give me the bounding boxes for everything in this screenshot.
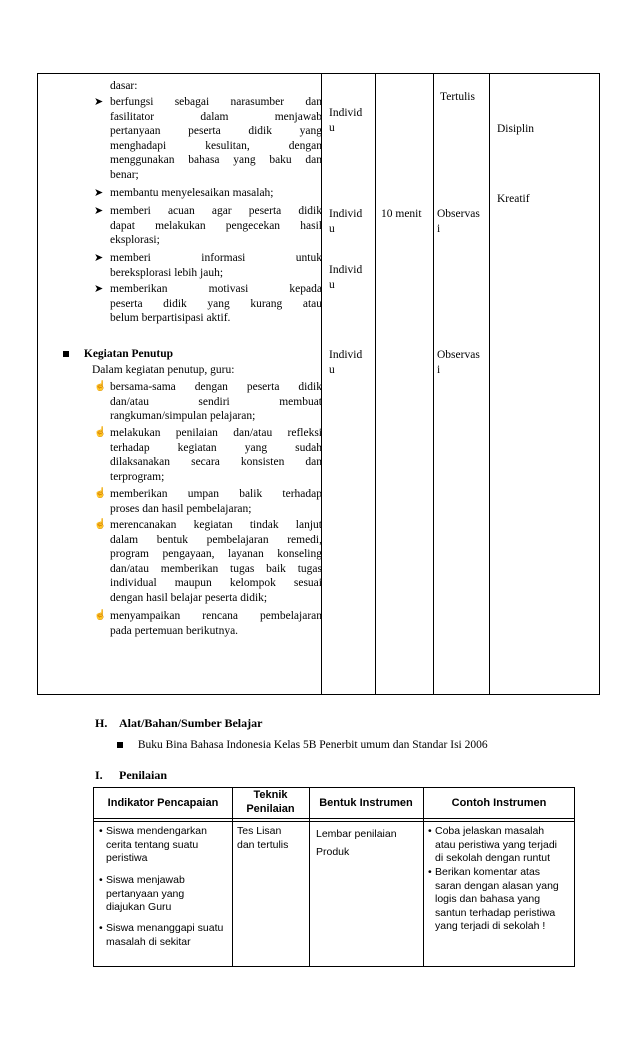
column-divider — [489, 74, 490, 694]
closing-heading-text: Kegiatan Penutup — [83, 348, 174, 360]
arrow-list-item — [94, 186, 322, 201]
cell-line: Produk — [316, 846, 350, 858]
arrow-bullet-icon: ➤ — [94, 96, 104, 108]
assessment-text: i — [437, 222, 441, 235]
section-title: Alat/Bahan/Sumber Belajar — [119, 716, 263, 730]
list-item-line: bersama-sama dengan peserta didik — [110, 381, 322, 393]
list-item-line: eksplorasi; — [110, 234, 160, 246]
header-divider — [94, 818, 574, 819]
contoh-item — [428, 825, 557, 866]
duration-label: 10 menit — [381, 208, 422, 220]
square-bullet-icon — [117, 742, 123, 748]
header-teknik-line: Penilaian — [246, 802, 295, 815]
cell-line: Berikan komentar atas — [435, 866, 541, 878]
square-bullet-icon — [63, 351, 69, 357]
grouping-text: Individ — [329, 264, 363, 276]
list-item-line: terhadap kegiatan yang sudah — [110, 441, 322, 454]
hand-list-item — [94, 426, 322, 484]
assessment-text: Observas — [437, 208, 480, 220]
cell-line: Tes Lisan — [237, 825, 282, 837]
list-item-line: individual maupun kelompok sesuai — [110, 577, 322, 589]
cell-line: peristiwa — [106, 852, 148, 864]
grouping-text: Individ — [329, 208, 363, 220]
list-item-line: dalam bentuk pembelajaran remedi, — [110, 533, 322, 546]
list-item-line: peserta didik yang kurang atau — [110, 297, 322, 310]
indikator-item — [99, 922, 224, 949]
hand-list-item — [94, 518, 322, 605]
list-item-line: belum berpartisipasi aktif. — [110, 312, 231, 324]
section-h-item-text: Buku Bina Bahasa Indonesia Kelas 5B Penerbit umum dan Standar Isi 2006 — [137, 739, 488, 751]
hand-pointer-icon: ☝ — [94, 610, 107, 621]
bentuk-cell — [316, 825, 397, 861]
list-item-line: terprogram; — [110, 470, 165, 483]
hand-pointer-icon: ☝ — [94, 519, 107, 530]
header-teknik — [232, 789, 309, 816]
assessment-table — [93, 787, 575, 967]
hand-list-item — [94, 487, 322, 516]
section-h-heading — [95, 716, 262, 731]
grouping-text: u — [329, 363, 335, 376]
arrow-list-item — [94, 95, 322, 182]
list-item-line: memberikan motivasi kepada — [110, 283, 322, 295]
list-item-line: dilaksanakan secara konsisten dan — [110, 456, 322, 468]
bullet-dot-icon: • — [99, 825, 103, 837]
cell-line: di sekolah dengan runtut — [435, 852, 551, 864]
list-item-line: melakukan penilaian dan/atau refleksi — [110, 427, 322, 439]
intro-text: dasar: — [110, 80, 138, 92]
assessment-text: i — [437, 363, 441, 376]
cell-line: Coba jelaskan masalah — [435, 825, 545, 837]
bullet-dot-icon: • — [428, 825, 432, 837]
assessment-label — [437, 207, 480, 236]
grouping-label — [329, 207, 362, 236]
contoh-item — [428, 866, 559, 934]
list-item-line: memberi acuan agar peserta didik — [110, 205, 322, 217]
bullet-dot-icon: • — [99, 922, 103, 934]
character-value-label: Kreatif — [497, 193, 530, 205]
grouping-text: u — [329, 121, 335, 134]
list-item-line: menyampaikan rencana pembelajaran — [110, 610, 322, 622]
activity-table — [37, 73, 600, 695]
cell-line: dan tertulis — [237, 838, 289, 851]
arrow-bullet-icon: ➤ — [94, 283, 104, 295]
bullet-dot-icon: • — [99, 874, 103, 886]
list-item-line: dapat melakukan pengecekan hasil — [110, 219, 322, 232]
closing-intro: Dalam kegiatan penutup, guru: — [92, 364, 235, 376]
list-item-line: pada pertemuan berikutnya. — [110, 624, 239, 637]
hand-list-item — [94, 609, 322, 638]
arrow-bullet-icon: ➤ — [94, 187, 104, 199]
header-contoh: Contoh Instrumen — [451, 797, 547, 809]
cell-line: diajukan Guru — [106, 901, 172, 913]
list-item-line: bereksplorasi lebih jauh; — [110, 266, 224, 279]
section-title: Penilaian — [119, 768, 168, 782]
cell-line: Lembar penilaian — [316, 828, 397, 840]
list-item-line: dengan hasil belajar peserta didik; — [110, 591, 268, 604]
column-divider — [309, 788, 310, 966]
header-divider — [94, 821, 574, 822]
list-item-line: fasilitator dalam menjawab — [110, 110, 322, 123]
bullet-dot-icon: • — [428, 866, 432, 878]
header-bentuk: Bentuk Instrumen — [319, 797, 413, 809]
cell-line: yang terjadi di sekolah ! — [435, 920, 546, 932]
list-item-line: memberi informasi untuk — [110, 252, 322, 264]
list-item-line: memberikan umpan balik terhadap — [110, 488, 322, 500]
cell-line: cerita tentang suatu — [106, 838, 199, 851]
list-item-line: dan/atau memberikan tugas baik tugas — [110, 562, 322, 575]
column-divider — [375, 74, 376, 694]
assessment-text: Observas — [437, 349, 480, 361]
arrow-bullet-icon: ➤ — [94, 252, 104, 264]
hand-pointer-icon: ☝ — [94, 488, 107, 499]
grouping-label — [329, 263, 362, 292]
section-number: I. — [95, 768, 103, 782]
section-i-heading — [95, 768, 167, 783]
list-item-line: benar; — [110, 168, 139, 181]
assessment-label: Tertulis — [440, 91, 475, 103]
arrow-list-item — [94, 204, 322, 248]
grouping-text: Individ — [329, 349, 363, 361]
cell-line: santun terhadap peristiwa — [435, 906, 556, 919]
column-divider — [423, 788, 424, 966]
list-item-line: menggunakan bahasa yang baku dan — [110, 154, 322, 166]
list-item-line: merencanakan kegiatan tindak lanjut — [110, 519, 322, 531]
header-indikator: Indikator Pencapaian — [107, 797, 219, 809]
list-item-line: rangkuman/simpulan pelajaran; — [110, 410, 256, 422]
arrow-bullet-icon: ➤ — [94, 205, 104, 217]
teknik-cell — [237, 825, 288, 852]
list-item-line: pertanyaan peserta didik yang — [110, 125, 322, 137]
arrow-list-item — [94, 282, 322, 326]
grouping-text: u — [329, 222, 335, 235]
indikator-item — [99, 825, 207, 866]
cell-line: masalah di sekitar — [106, 935, 191, 948]
cell-line: Siswa menjawab — [106, 874, 185, 886]
header-teknik-line: Teknik — [253, 789, 288, 801]
arrow-list-item — [94, 251, 322, 280]
hand-list-item — [94, 380, 322, 424]
grouping-label — [329, 348, 362, 377]
cell-line: saran dengan alasan yang — [435, 879, 559, 892]
cell-line: Siswa menanggapi suatu — [106, 922, 224, 934]
indikator-item — [99, 874, 185, 915]
list-item-line: program pengayaan, layanan konseling — [110, 548, 322, 560]
assessment-label — [437, 348, 480, 377]
column-divider — [433, 74, 434, 694]
list-item-line: dan/atau sendiri membuat — [110, 395, 322, 408]
cell-line: Siswa mendengarkan — [106, 825, 207, 837]
grouping-text: Individ — [329, 107, 363, 119]
list-item-line: membantu menyelesaikan masalah; — [110, 187, 274, 199]
list-item-line: proses dan hasil pembelajaran; — [110, 502, 252, 515]
hand-pointer-icon: ☝ — [94, 427, 107, 438]
section-h-item — [117, 738, 488, 753]
list-item-line: menghadapi kesulitan, dengan — [110, 139, 322, 152]
grouping-label — [329, 106, 362, 135]
closing-heading — [63, 347, 173, 362]
grouping-text: u — [329, 278, 335, 291]
cell-line: atau peristiwa yang terjadi — [435, 838, 557, 851]
cell-line: logis dan bahasa yang — [435, 893, 541, 905]
character-value-label: Disiplin — [497, 123, 535, 135]
section-number: H. — [95, 716, 108, 730]
cell-line: pertanyaan yang — [106, 887, 185, 900]
hand-pointer-icon: ☝ — [94, 381, 107, 392]
list-item-line: berfungsi sebagai narasumber dan — [110, 96, 322, 108]
